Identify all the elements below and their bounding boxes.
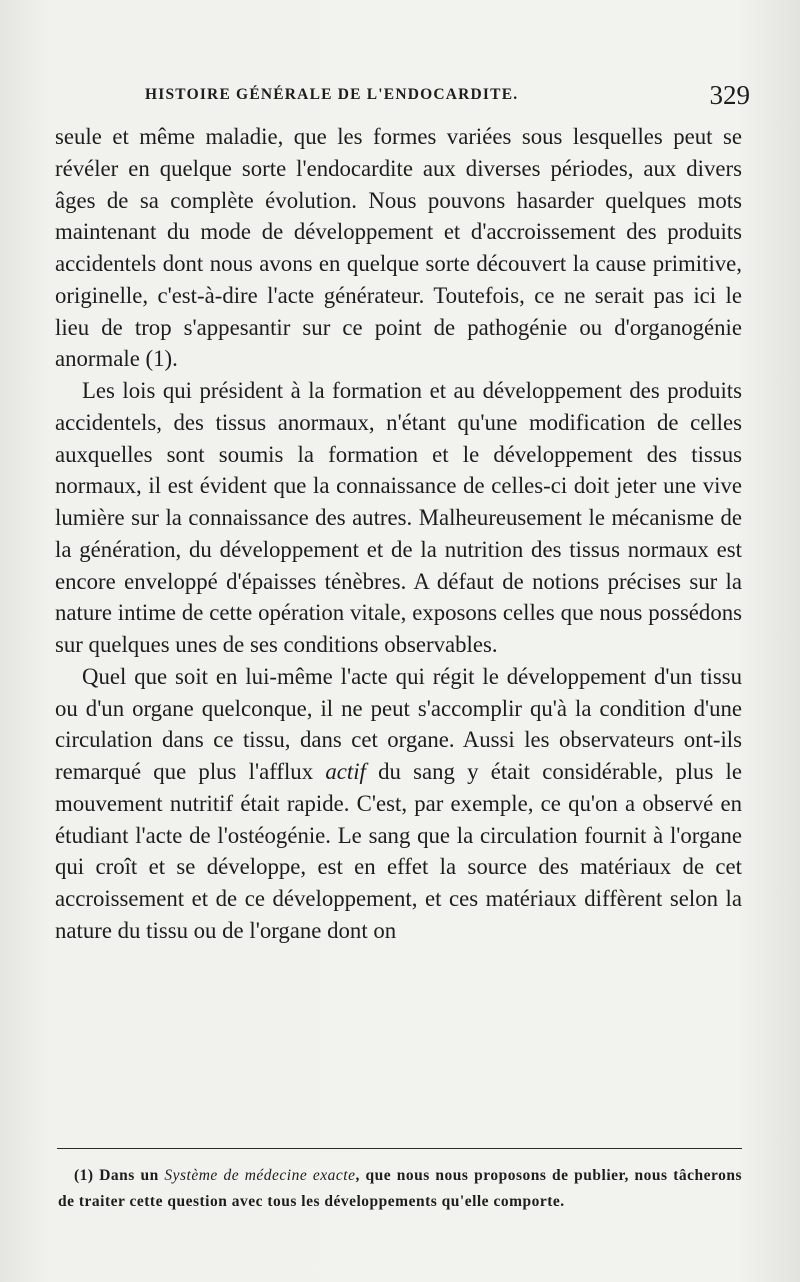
paragraph-2: Les lois qui président à la formation et au développement des produits accidentels, des tissus anormaux, n'étant qu'une modification de celles auxquelles sont soumis la formation et le développement des tissus normaux, il est évident que la connaissance de celles-ci doit jeter une vive lumière sur la connaissance des autres. Malheureusement le mécanisme de la génération, du développement et de la nutrition des tissus normaux est encore enveloppé d'épaisses ténèbres. A défaut de notions précises sur la nature intime de cette opération vitale, exposons celles que nous possédons sur quelques unes de ses conditions observables. — [55, 378, 742, 657]
footnote-marker: (1) Dans un — [74, 1167, 159, 1184]
page-header — [55, 80, 752, 116]
paragraph-1: seule et même maladie, que les formes variées sous lesquelles peut se révéler en quelque sorte l'endocardite aux diverses périodes, aux divers âges de sa complète évolution. Nous pouvons hasarder quelques mots maintenant du mode de développement et d'accroissement des produits accidentels dont nous avons en quelque sorte découvert la cause primitive, originelle, c'est-à-dire l'acte générateur. Toutefois, ce ne serait pas ici le lieu de trop s'appesantir sur ce point de pathogénie ou d'organogénie anormale (1). — [55, 124, 742, 372]
page-number: 329 — [709, 80, 750, 110]
paragraph-3-text-after: du sang y était considérable, plus le mouvement nutritif était rapide. C'est, par exemple, ce qu'on a observé en étudiant l'acte de l'ostéogénie. Le sang que la circulation fournit à l'organe qui croît et se développe, est en effet la source des matériaux de cet accroissement et de ce développement, et ces matériaux diffèrent selon la nature du tissu ou de l'organe dont on — [55, 759, 743, 943]
running-title: HISTOIRE GÉNÉRALE DE L'ENDOCARDITE. — [145, 86, 519, 103]
footnote-italic-title: Système de médecine exacte — [164, 1167, 356, 1184]
paragraph-3-italic-word: actif — [325, 759, 366, 784]
footnote-text: , que nous nous proposons de publier, nous tâcherons de traiter cette question avec tous les développements qu'elle comporte. — [58, 1167, 742, 1210]
footnote-rule — [57, 1148, 742, 1149]
paragraph-3-text-before: Quel que soit en lui-même l'acte qui régit le développement d'un tissu ou d'un organe quelconque, il ne peut s'accomplir qu'à la condition d'une circulation dans ce tissu, dans cet organe. Aussi les observateurs ont-ils remarqué que plus l'afflux — [55, 663, 742, 784]
paragraph-3 — [55, 661, 742, 947]
footnote — [58, 1163, 742, 1215]
main-text — [55, 121, 742, 947]
